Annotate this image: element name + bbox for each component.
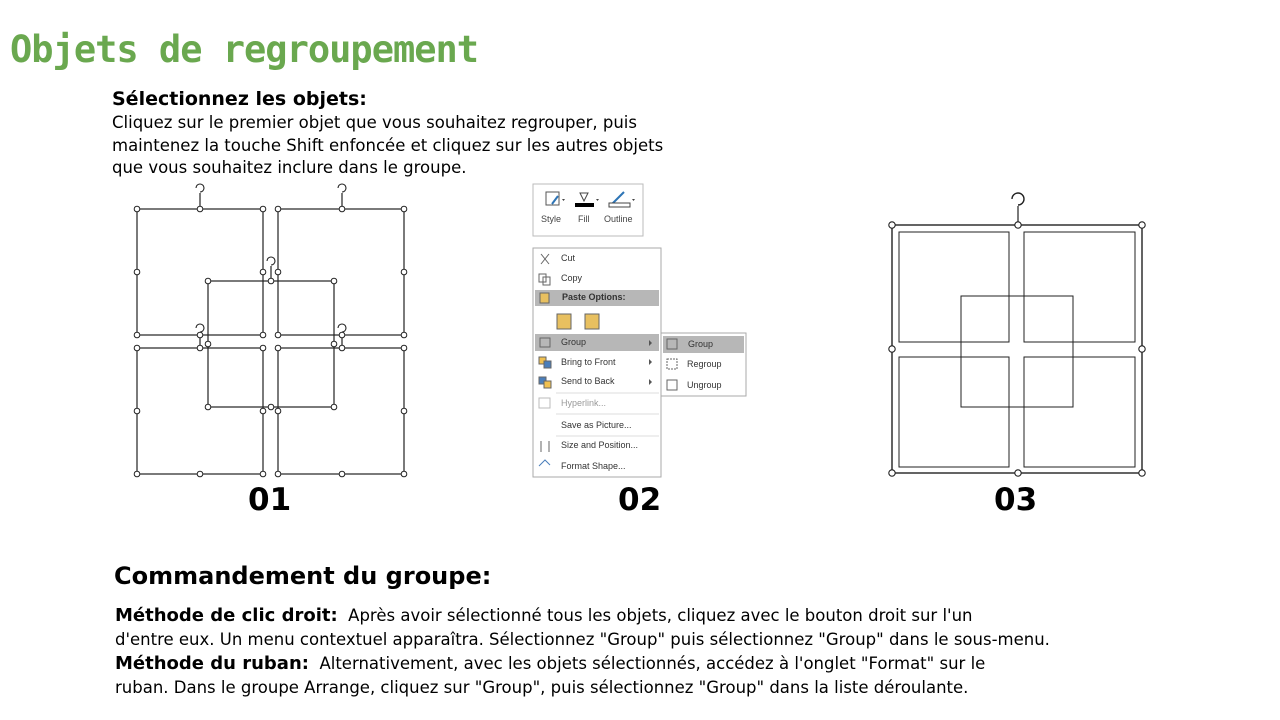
menu-item-format-shape[interactable]: Format Shape... — [561, 461, 626, 471]
shape-styles-ribbon — [533, 184, 643, 236]
paste-picture-icon[interactable] — [585, 314, 599, 329]
select-line-2: maintenez la touche Shift enfoncée et cliquez sur les autres objets — [112, 135, 664, 155]
right-click-method — [115, 604, 1115, 652]
select-line-3: que vous souhaitez inclure dans le groupe. — [112, 158, 467, 177]
select-heading: Sélectionnez les objets: — [112, 88, 367, 110]
menu-item-hyperlink: Hyperlink... — [561, 398, 607, 408]
clipboard-icon — [540, 293, 549, 303]
step-number-01: 01 — [248, 482, 292, 518]
ribbon-text-2: ruban. Dans le groupe Arrange, cliquez sur "Group", puis sélectionnez "Group" dans la liste déroulante. — [115, 678, 969, 697]
menu-item-bring-to-front[interactable]: Bring to Front — [561, 357, 616, 367]
menu-item-save-as-picture[interactable]: Save as Picture... — [561, 420, 632, 430]
figure-03-grouped-shapes — [889, 193, 1145, 476]
ribbon-style-label[interactable]: Style — [541, 214, 562, 224]
ribbon-label: Méthode du ruban: — [115, 653, 309, 674]
submenu-item-group[interactable]: Group — [688, 339, 714, 349]
menu-item-send-to-back[interactable]: Send to Back — [561, 376, 615, 386]
submenu-item-ungroup[interactable]: Ungroup — [687, 380, 722, 390]
submenu-item-regroup[interactable]: Regroup — [687, 359, 722, 369]
command-heading: Commandement du groupe: — [114, 562, 492, 590]
paste-icon[interactable] — [557, 314, 571, 329]
select-line-1: Cliquez sur le premier objet que vous souhaitez regrouper, puis — [112, 113, 637, 132]
menu-item-copy[interactable]: Copy — [561, 273, 583, 283]
right-click-text-2: d'entre eux. Un menu contextuel apparaîtra. Sélectionnez "Group" puis sélectionnez "Group" dans le sous-menu. — [115, 630, 1050, 649]
menu-item-group[interactable]: Group — [561, 337, 587, 347]
ribbon-outline-label[interactable]: Outline — [604, 214, 633, 224]
step-number-03: 03 — [994, 482, 1038, 518]
menu-paste-options-heading: Paste Options: — [562, 292, 626, 302]
page-title: Objets de regroupement — [10, 28, 479, 71]
ribbon-fill-label[interactable]: Fill — [578, 214, 590, 224]
step-number-02: 02 — [618, 482, 662, 518]
rotate-handle-icon — [196, 184, 346, 332]
menu-item-cut[interactable]: Cut — [561, 253, 576, 263]
right-click-label: Méthode de clic droit: — [115, 605, 338, 626]
ribbon-text-1: Alternativement, avec les objets sélectionnés, accédez à l'onglet "Format" sur le — [319, 654, 986, 673]
ribbon-method — [115, 652, 1115, 700]
right-click-text-1: Après avoir sélectionné tous les objets, cliquez avec le bouton droit sur l'un — [348, 606, 973, 625]
menu-item-size-position[interactable]: Size and Position... — [561, 440, 639, 450]
